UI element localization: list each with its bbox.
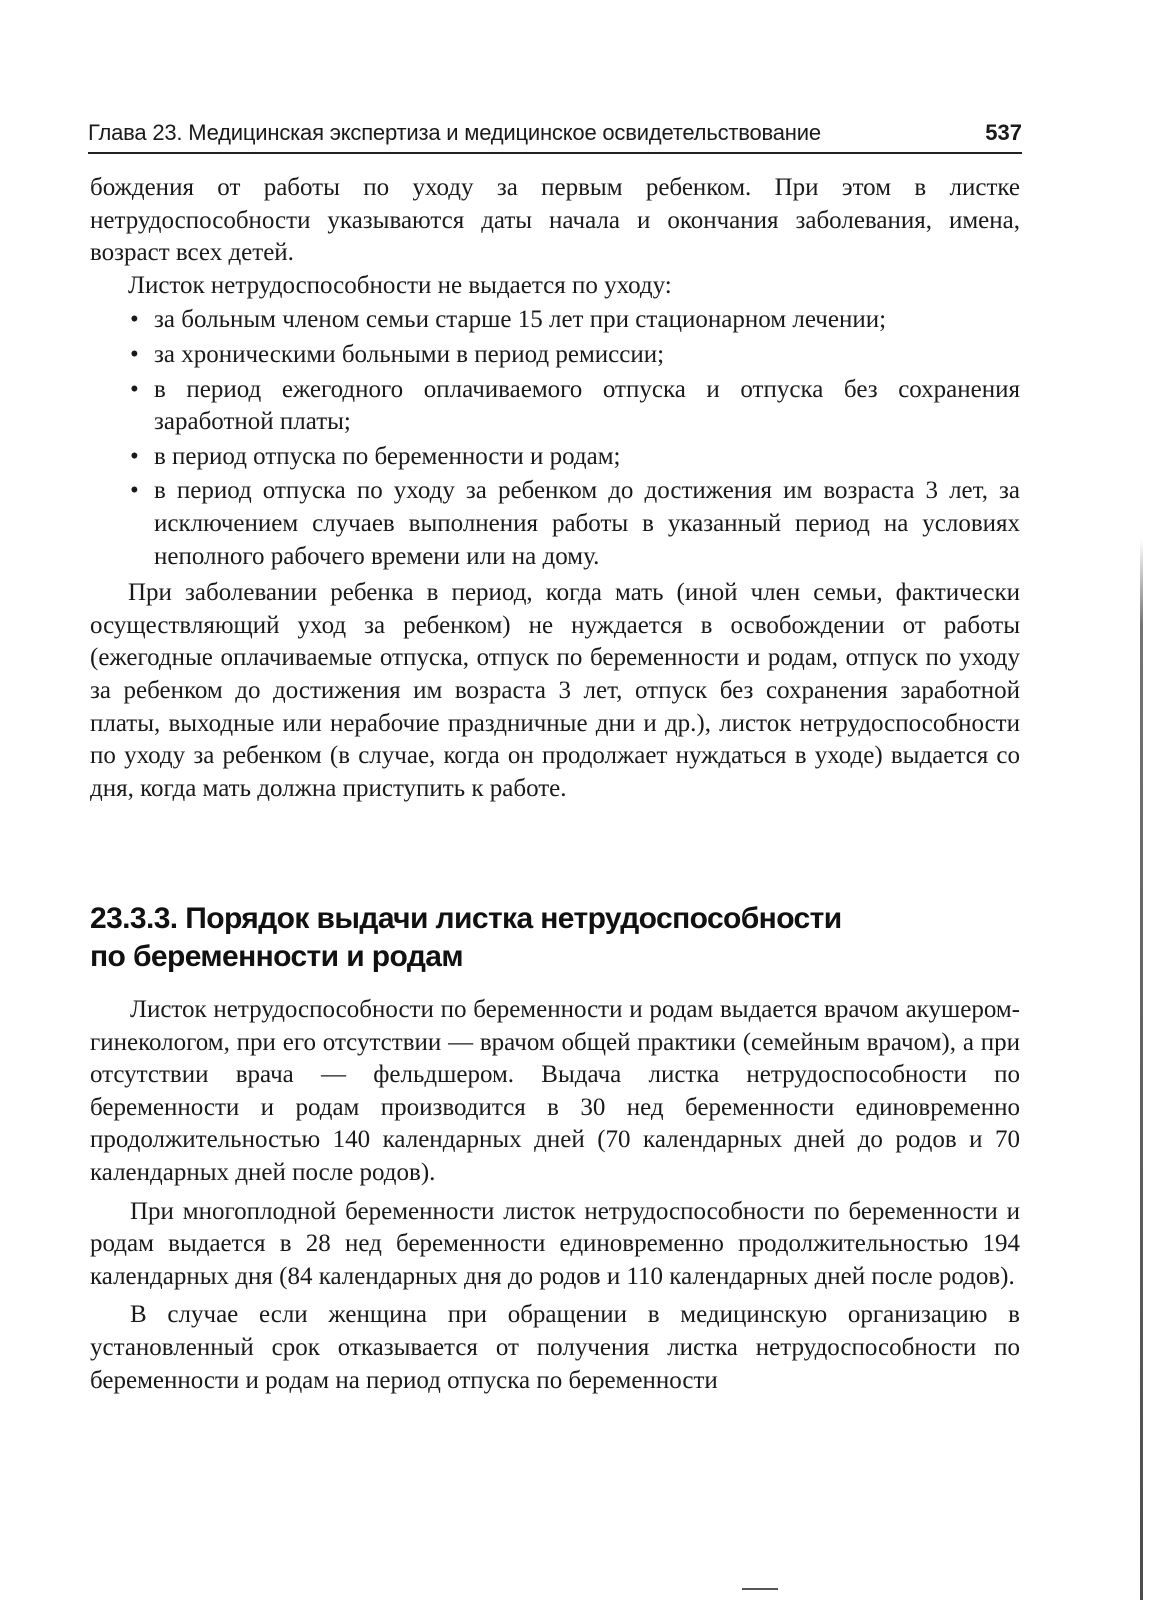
- running-header: [88, 116, 1022, 154]
- bullet-marker: •: [130, 477, 139, 505]
- list-item-text: за больным членом семьи старше 15 лет при стационарном лечении;: [154, 306, 887, 334]
- page-number: 537: [985, 120, 1022, 145]
- list-item: [90, 441, 1020, 474]
- paragraph-multiple-pregnancy: При многоплодной беременности листок нетрудоспособности по беременности и родам выдается в 28 нед беременности единовременно продолжительностью 194 календарных дня (84 календарных дня до родов и 110 календарных дней после родов).: [90, 1197, 1020, 1290]
- paragraph-child-illness: При заболевании ребенка в период, когда мать (иной член семьи, фактически осуществляющий уход за ребенком) не нуждается в освобождении от работы (ежегодные оплачиваемые отпуска, отпуск по беременности и родам, отпуск по уходу за ребенком до достижения им возраста 3 лет, отпуск без сохранения заработной платы, выходные или нерабочие праздничные дни и др.), листок нетрудоспособности по уходу за ребенком (в случае, когда он продолжает нуждаться в уходе) выдается со дня, когда мать должна приступить к работе.: [90, 579, 1020, 802]
- chapter-title: Глава 23. Медицинская экспертиза и медицинское освидетельствование: [88, 120, 821, 145]
- list-item-text: в период отпуска по беременности и родам;: [154, 442, 621, 470]
- paragraph-refusal: В случае если женщина при обращении в медицинскую организацию в установленный срок отказывается от получения листка нетрудоспособности по беременности и родам на период отпуска по беременности: [90, 1301, 1020, 1394]
- bullet-marker: •: [130, 306, 139, 334]
- section-heading: [90, 900, 1020, 976]
- paragraph-issuance: Листок нетрудоспособности по беременности и родам выдается врачом акушером-гинекологом, при его отсутствии — врачом общей практики (семейным врачом), а при отсутствии врача — фельдшером. Выдача листка нетрудоспособности по беременности и родам производится в 30 нед беременности единовременно продолжительностью 140 календарных дней (70 календарных дней до родов и 70 календарных дней после родов).: [90, 996, 1020, 1186]
- paragraph-intro-list: Листок нетрудоспособности не выдается по уходу:: [128, 271, 672, 299]
- list-item: [90, 475, 1020, 573]
- list-item: [90, 374, 1020, 439]
- scan-artifact: [742, 1588, 778, 1590]
- paragraph-continuation: бождения от работы по уходу за первым ребенком. При этом в листке нетрудоспособности указываются даты начала и окончания заболевания, имена, возраст всех детей.: [90, 174, 1020, 267]
- bottom-text-block: [90, 994, 1020, 1397]
- section-heading-line-1: 23.3.3. Порядок выдачи листка нетрудоспособности: [90, 902, 842, 935]
- exclusion-list: [90, 304, 1020, 573]
- list-item-text: в период отпуска по уходу за ребенком до достижения им возраста 3 лет, за исключением случаев выполнения работы в указанный период на условиях неполного рабочего времени или на дому.: [154, 477, 1020, 570]
- list-item: [90, 339, 1020, 372]
- scan-edge-line: [1140, 540, 1143, 1600]
- list-item-text: за хроническими больными в период ремиссии;: [154, 340, 665, 368]
- bullet-marker: •: [130, 340, 139, 368]
- bullet-marker: •: [130, 375, 139, 403]
- bullet-marker: •: [130, 442, 139, 470]
- list-item-text: в период ежегодного оплачиваемого отпуска и отпуска без сохранения заработной платы;: [154, 375, 1020, 436]
- top-text-block: [90, 172, 1020, 805]
- section-heading-line-2: по беременности и родам: [90, 940, 463, 973]
- list-item: [90, 304, 1020, 337]
